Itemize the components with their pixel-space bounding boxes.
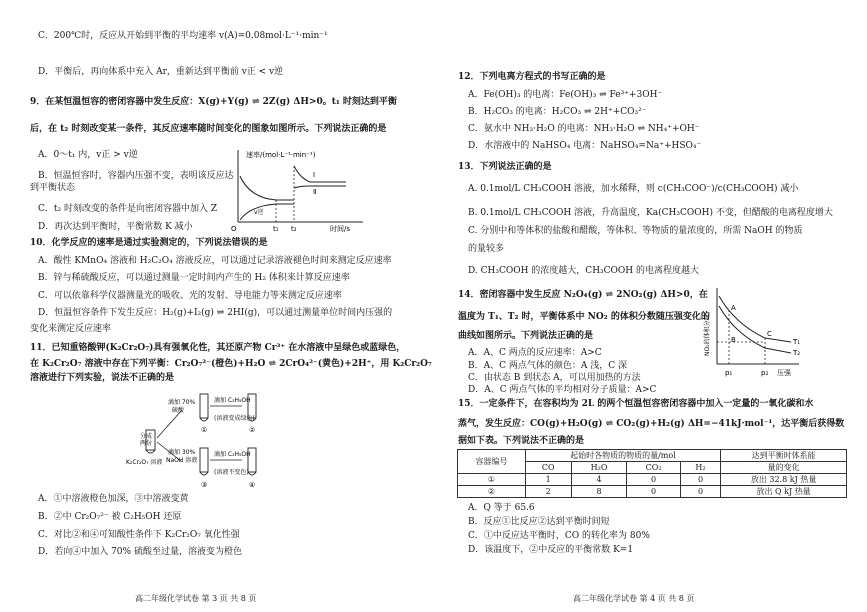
left-page — [0, 0, 433, 612]
q15-stem-line1: 15．一定条件下，在容积均为 2L 的两个恒温恒容密闭容器中加入一定量的一氧化碳和水 — [458, 399, 814, 409]
result-a-label: (溶液变成绿色) — [214, 415, 255, 422]
tube-number-3: ③ — [201, 481, 208, 489]
right-page — [433, 0, 867, 612]
q8-option-c: C．200℃时，反应从开始到平衡的平均速率 v(A)=0.08mol·L⁻¹·min⁻¹ — [38, 31, 328, 41]
left-page-footer: 高二年级化学试卷 第 3 页 共 8 页 — [135, 594, 257, 603]
header-energy-line2: 量的变化 — [721, 462, 847, 474]
table-cell: 4 — [571, 474, 627, 486]
q11-experiment-diagram — [110, 390, 300, 492]
result-b-label: (溶液不变色) — [214, 469, 249, 476]
q12-option-b: B．H₂CO₃ 的电离：H₂CO₃ ⇌ 2H⁺+CO₃²⁻ — [468, 107, 647, 117]
q11-option-d: D．若向④中加入 70% 硫酸至过量，溶液变为橙色 — [38, 547, 242, 557]
add-naoh-label: 滴加 30% — [168, 449, 196, 456]
reverse-rate-after-change — [294, 186, 346, 188]
q11-stem-line2: 在 K₂Cr₂O₇ 溶液中存在下列平衡：Cr₂O₇²⁻(橙色)+H₂O ⇌ 2CrO₄²⁻(黄色)+2H⁺，用 K₂Cr₂O₇ — [30, 359, 432, 369]
curve-label-2: Ⅱ — [313, 188, 317, 196]
k2cr2o7-label: K₂Cr₂O₇ 溶液 — [126, 459, 163, 466]
q8-option-d: D．平衡后，再向体系中充入 Ar，重新达到平衡前 v正 < v逆 — [38, 67, 284, 77]
q9-option-b-line1: B．恒温恒容时，容器内压强不变，表明该反应达 — [38, 171, 234, 181]
curve-t2-label: T₂ — [793, 349, 801, 357]
forward-rate-after-change — [294, 166, 346, 182]
q14-option-d: D．A、C 两点气体的平均相对分子质量：A>C — [468, 385, 657, 395]
x-axis-label: 时间/s — [330, 225, 351, 233]
header-col-h2: H₂ — [680, 462, 720, 474]
q14-stem-line3: 曲线如图所示。下列说法正确的是 — [458, 331, 594, 341]
q14-stem-line2: 温度为 T₁、T₂ 时，平衡体系中 NO₂ 的体积分数随压强变化的 — [458, 312, 710, 322]
q10-option-c: C．可以依靠科学仪器测量光的吸收、光的发射、导电能力等来测定反应速率 — [38, 291, 342, 301]
point-c-label: C — [767, 330, 772, 338]
p2-label: p₂ — [761, 369, 769, 377]
ethanol-b-label: 滴加 C₂H₅OH — [214, 451, 251, 458]
q9-stem-line2: 后，在 t₂ 时刻改变某一条件，其反应速率随时间变化的图象如图所示。下列说法正确的是 — [30, 124, 387, 134]
q14-option-a: A．A、C 两点的反应速率：A>C — [468, 348, 602, 358]
q15-option-c: C．①中反应达平衡时，CO 的转化率为 80% — [468, 531, 650, 541]
naoh-label: NaOH 溶液 — [166, 457, 198, 464]
table-cell: 8 — [571, 486, 627, 498]
test-tube-1 — [200, 394, 208, 421]
table-cell: ① — [458, 474, 526, 486]
table-cell: 放出 32.8 kJ 热量 — [721, 474, 847, 486]
origin-label: O — [231, 225, 237, 233]
q15-option-d: D．该温度下，②中反应的平衡常数 K=1 — [468, 545, 634, 555]
table-row — [458, 486, 847, 498]
t2-label: t₂ — [291, 225, 297, 233]
q9-option-a: A．0～t₁ 内，v正 > v逆 — [38, 150, 138, 160]
right-page-footer: 高二年级化学试卷 第 4 页 共 8 页 — [573, 594, 695, 603]
header-col-co: CO — [525, 462, 571, 474]
curve-t1 — [719, 296, 791, 342]
curve-label-1: Ⅰ — [313, 171, 316, 179]
q13-option-c-line2: 的量较多 — [468, 244, 505, 254]
q14-option-c: C．由状态 B 到状态 A，可以用加热的方法 — [468, 373, 641, 383]
split-label-2: 两份 — [140, 440, 153, 447]
ethanol-a-label: 滴加 C₂H₅OH — [214, 397, 251, 404]
q10-option-b: B．锌与稀硫酸反应，可以通过测量一定时间内产生的 H₂ 体积来计算反应速率 — [38, 273, 350, 283]
q9-option-b-line2: 到平衡状态 — [30, 183, 76, 193]
q13-stem: 13．下列说法正确的是 — [458, 162, 552, 172]
q11-option-a: A．①中溶液橙色加深，③中溶液变黄 — [38, 494, 189, 504]
curve-t1-label: T₁ — [793, 338, 801, 346]
q15-stem-line2: 蒸气，发生反应：CO(g)+H₂O(g) ⇌ CO₂(g)+H₂(g) ΔH=−41kJ·mol⁻¹，达平衡后获得数 — [458, 419, 845, 429]
point-b-label: B — [731, 336, 736, 344]
q11-stem-line1: 11．已知重铬酸钾(K₂Cr₂O₇)具有强氧化性，其还原产物 Cr³⁺ 在水溶液中呈绿色或蓝绿色， — [30, 343, 406, 353]
q10-option-a: A．酸性 KMnO₄ 溶液和 H₂C₂O₄ 溶液反应，可以通过记录溶液褪色时间来测定反应速率 — [38, 256, 392, 266]
point-a-label: A — [731, 304, 736, 312]
header-col-co2: CO₂ — [627, 462, 681, 474]
q13-option-b: B. 0.1mol/L CH₃COOH 溶液，升高温度，Ka(CH₃COOH) 不变，但醋酸的电离程度增大 — [468, 208, 833, 218]
header-col-h2o: H₂O — [571, 462, 627, 474]
q9-option-d: D．再次达到平衡时，平衡常数 K 减小 — [38, 222, 193, 232]
v-reverse-label: v逆 — [254, 209, 264, 216]
q10-stem: 10．化学反应的速率是通过实验测定的，下列说法错误的是 — [30, 238, 268, 248]
table-cell: 1 — [525, 474, 571, 486]
x-axis-label: 压强 — [777, 369, 791, 377]
q13-option-d: D. CH₃COOH 的浓度越大，CH₃COOH 的电离程度越大 — [468, 266, 700, 276]
acid-label: 硫酸 — [172, 407, 185, 414]
q12-option-a: A．Fe(OH)₃ 的电离：Fe(OH)₃ ⇌ Fe³⁺+3OH⁻ — [468, 90, 663, 100]
q15-option-b: B．反应①比反应②达到平衡时间短 — [468, 517, 610, 527]
q11-option-b: B．②中 Cr₂O₇²⁻ 被 C₂H₅OH 还原 — [38, 512, 182, 522]
q11-option-c: C．对比②和④可知酸性条件下 K₂Cr₂O₇ 氧化性强 — [38, 530, 240, 540]
reverse-rate-curve — [240, 204, 294, 220]
split-label-1: 分成 — [140, 433, 153, 440]
q14-stem-line1: 14．密闭容器中发生反应 N₂O₄(g) ⇌ 2NO₂(g) ΔH>0，在 — [458, 290, 708, 300]
table-cell: 放出 Q kJ 热量 — [721, 486, 847, 498]
q9-option-c: C．t₂ 时刻改变的条件是向密闭容器中加入 Z — [38, 204, 218, 214]
table-cell: 0 — [627, 474, 681, 486]
table-header-row-1 — [458, 450, 847, 462]
q10-option-d-line1: D．恒温恒容条件下发生反应：H₂(g)+I₂(g) ⇌ 2HI(g)，可以通过测量单位时间内压强的 — [38, 308, 393, 318]
table-cell: ② — [458, 486, 526, 498]
y-axis-label: 速率/(mol·L⁻¹·min⁻¹) — [246, 151, 316, 159]
table-cell: 0 — [680, 474, 720, 486]
tube-number-2: ② — [249, 426, 256, 434]
q9-rate-time-graph — [228, 146, 368, 234]
table-cell: 0 — [680, 486, 720, 498]
q13-option-a: A. 0.1mol/L CH₃COOH 溶液，加水稀释，则 c(CH₃COO⁻)/c(CH₃COOH) 减小 — [468, 184, 799, 194]
q14-no2-pressure-graph — [695, 284, 813, 378]
q15-data-table — [457, 449, 847, 498]
tube-number-4: ④ — [249, 481, 256, 489]
q13-option-c-line1: C. 分别中和等体积的盐酸和醋酸，等体积、等物质的量浓度的，所需 NaOH 的物质 — [468, 226, 803, 236]
q9-stem-line1: 9．在某恒温恒容的密闭容器中发生反应：X(g)+Y(g) ⇌ 2Z(g) ΔH>0。t₁ 时刻达到平衡 — [30, 97, 397, 107]
add-acid-label: 滴加 70% — [168, 399, 196, 406]
test-tube-3 — [200, 448, 208, 475]
header-energy-line1: 达到平衡时体系能 — [721, 450, 847, 462]
tube-number-1: ① — [201, 426, 208, 434]
q12-option-d: D．水溶液中的 NaHSO₄ 电离：NaHSO₄=Na⁺+HSO₄⁻ — [468, 141, 702, 151]
q15-option-a: A．Q 等于 65.6 — [468, 503, 535, 513]
header-container: 容器编号 — [458, 450, 526, 474]
table-cell: 0 — [627, 486, 681, 498]
y-axis-label: NO₂的体积分数 — [704, 314, 711, 356]
q12-stem: 12．下列电离方程式的书写正确的是 — [458, 72, 606, 82]
t1-label: t₁ — [273, 225, 279, 233]
forward-rate-curve — [240, 176, 294, 200]
table-row — [458, 474, 847, 486]
curve-t2 — [719, 306, 791, 353]
q10-option-d-line2: 变化来测定反应速率 — [30, 324, 112, 334]
q14-option-b: B．A、C 两点气体的颜色：A 浅，C 深 — [468, 361, 627, 371]
p1-label: p₁ — [725, 369, 733, 377]
header-start-amount: 起始时各物质的物质的量/mol — [525, 450, 720, 462]
q15-stem-line3: 据如下表。下列说法不正确的是 — [458, 436, 585, 446]
q11-stem-line3: 溶液进行下列实验，说法不正确的是 — [30, 373, 175, 383]
q12-option-c: C．氨水中 NH₃·H₂O 的电离：NH₃·H₂O ⇌ NH₄⁺+OH⁻ — [468, 124, 700, 134]
table-cell: 2 — [525, 486, 571, 498]
